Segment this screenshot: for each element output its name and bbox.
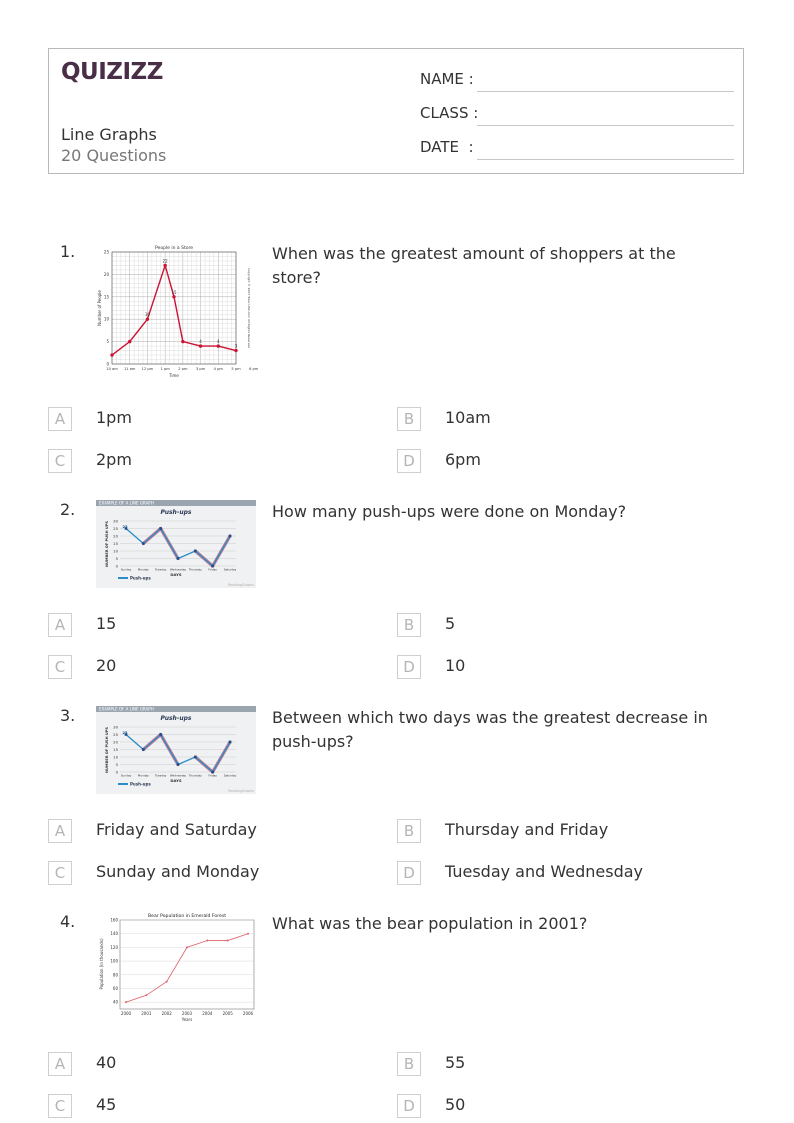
option-text: Thursday and Friday	[445, 820, 609, 839]
question-text: Between which two days was the greatest decrease in push-ups?	[272, 708, 708, 751]
watermark: ReadingGraphs	[228, 789, 254, 793]
x-tick-label: 4 pm	[213, 367, 223, 371]
x-tick-label: 2001	[141, 1011, 152, 1016]
option-text: 10am	[445, 408, 491, 427]
option-text: 50	[445, 1095, 466, 1114]
data-label: 4	[199, 339, 202, 345]
y-tick-label: 80	[112, 972, 118, 978]
date-line[interactable]	[477, 159, 734, 160]
watermark: ReadingGraphs	[228, 583, 254, 587]
y-tick-label: 5	[115, 761, 118, 767]
x-tick-label: Friday	[208, 773, 217, 778]
x-tick-label: 2003	[181, 1011, 193, 1016]
data-point	[125, 1001, 127, 1003]
question-number: 2.	[60, 500, 76, 519]
data-point	[211, 771, 214, 774]
y-tick-label: 20	[103, 271, 109, 277]
x-tick-label: Tuesday	[154, 773, 167, 778]
data-point	[163, 264, 166, 267]
x-tick-label: Tuesday	[154, 567, 167, 572]
data-point	[142, 542, 145, 545]
x-tick-label: 11 am	[124, 367, 136, 371]
option-letter: C	[48, 655, 72, 679]
x-tick-label: 6 pm	[249, 367, 259, 371]
question-number: 1.	[60, 242, 76, 261]
copyright-note: Copyright © 2007 Tutor-USA.com All Rights Reserved	[247, 267, 251, 349]
x-tick-label: Friday	[208, 567, 217, 572]
option-text: 20	[96, 656, 117, 675]
pushups-line-chart	[96, 500, 256, 588]
option-text: 45	[96, 1095, 117, 1114]
option-text: 15	[96, 614, 117, 633]
x-tick-label: 2002	[161, 1011, 172, 1016]
option-letter: D	[397, 1094, 421, 1118]
option-text: Friday and Saturday	[96, 820, 257, 839]
x-tick-label: 2004	[202, 1011, 213, 1016]
y-tick-label: 100	[110, 958, 118, 964]
y-tick-label: 0	[115, 563, 118, 569]
data-point	[217, 344, 220, 347]
question-number: 4.	[60, 912, 76, 931]
option-letter: B	[397, 613, 421, 637]
y-tick-label: 15	[113, 746, 118, 752]
y-tick-label: 60	[112, 985, 118, 991]
question-text: How many push-ups were done on Monday?	[272, 502, 627, 521]
option-text: 1pm	[96, 408, 132, 427]
x-tick-label: Thursday	[188, 773, 202, 778]
pushups-chart-q2	[96, 500, 256, 588]
y-tick-label: 25	[113, 525, 118, 531]
name-label: NAME :	[420, 70, 474, 88]
x-tick-label: 5 pm	[231, 367, 241, 371]
x-tick-label: 2000	[120, 1011, 132, 1016]
y-tick-label: 20	[113, 533, 118, 539]
y-tick-label: 120	[110, 944, 118, 950]
data-point	[234, 349, 237, 352]
y-tick-label: 10	[103, 316, 109, 322]
data-label: 15	[171, 289, 177, 295]
quizizz-logo: QUIZIZZ	[61, 59, 163, 85]
x-axis-label: Time	[169, 373, 179, 378]
y-tick-label: 15	[103, 294, 109, 300]
y-tick-label: 30	[113, 724, 118, 730]
option-letter: D	[397, 861, 421, 885]
pushups-chart-q3	[96, 706, 256, 794]
x-tick-label: Monday	[137, 773, 149, 778]
data-label: 25	[122, 731, 128, 735]
option-letter: A	[48, 613, 72, 637]
option-text: 55	[445, 1053, 466, 1072]
data-label: 10	[144, 312, 150, 318]
x-tick-label: Wednesday	[169, 567, 187, 572]
data-point	[142, 748, 145, 751]
shoppers-chart	[96, 242, 259, 380]
data-point	[229, 535, 232, 538]
x-tick-label: 12 pm	[141, 367, 154, 371]
data-label: 25	[122, 525, 128, 529]
data-point	[159, 733, 162, 736]
data-label: 4	[217, 339, 220, 345]
bear-population-line-chart	[96, 912, 256, 1028]
name-field[interactable]	[420, 66, 734, 92]
data-point	[194, 550, 197, 553]
data-point	[146, 318, 149, 321]
data-point	[177, 763, 180, 766]
option-letter: B	[397, 819, 421, 843]
chart-title: People in a Store	[155, 246, 193, 251]
x-tick-label: 2005	[222, 1011, 233, 1016]
option-letter: A	[48, 819, 72, 843]
legend-label: Push-ups	[130, 575, 151, 581]
class-line[interactable]	[477, 125, 734, 126]
y-tick-label: 25	[113, 731, 118, 737]
data-point	[186, 946, 188, 948]
x-tick-label: 3 pm	[195, 367, 206, 371]
option-letter: C	[48, 861, 72, 885]
plot-frame	[120, 920, 254, 1009]
data-point	[172, 295, 175, 298]
y-tick-label: 160	[110, 917, 118, 923]
y-axis-label: NUMBER OF PUSH UPS	[105, 726, 109, 774]
y-tick-label: 5	[115, 555, 118, 561]
option-text: 10	[445, 656, 466, 675]
x-tick-label: Wednesday	[169, 773, 187, 778]
question-count: 20 Questions	[61, 146, 167, 165]
question-text: When was the greatest amount of shoppers at the store?	[272, 244, 676, 287]
y-tick-label: 0	[106, 361, 109, 367]
class-field[interactable]	[420, 100, 734, 126]
y-axis-label: Population (in thousands)	[99, 938, 104, 990]
option-letter: A	[48, 407, 72, 431]
option-text: 40	[96, 1053, 117, 1072]
date-label: DATE :	[420, 138, 474, 156]
data-point	[199, 344, 202, 347]
x-axis-label: DAYS	[170, 572, 182, 577]
x-tick-label: Sunday	[120, 567, 132, 572]
legend-label: Push-ups	[130, 781, 151, 787]
data-point	[128, 340, 131, 343]
data-point	[166, 981, 168, 983]
y-tick-label: 25	[103, 249, 109, 255]
x-tick-label: 2006	[242, 1011, 254, 1016]
data-label: 22	[162, 258, 168, 264]
x-tick-label: Monday	[137, 567, 149, 572]
y-tick-label: 30	[113, 518, 118, 524]
x-tick-label: 10 am	[106, 367, 118, 371]
shoppers-line-chart	[96, 242, 259, 380]
y-tick-label: 0	[115, 769, 118, 775]
worksheet-header	[48, 48, 744, 174]
question-text: What was the bear population in 2001?	[272, 914, 588, 933]
data-point	[159, 527, 162, 530]
data-point	[177, 557, 180, 560]
x-tick-label: Thursday	[188, 567, 202, 572]
data-point	[181, 340, 184, 343]
option-letter: D	[397, 655, 421, 679]
chart-title: Push-ups	[160, 509, 192, 516]
y-tick-label: 15	[113, 540, 118, 546]
x-tick-label: 2 pm	[178, 367, 188, 371]
question-number: 3.	[60, 706, 76, 725]
chart-title: Push-ups	[160, 715, 192, 722]
x-tick-label: 1 pm	[160, 367, 170, 371]
banner-text: EXAMPLE OF A LINE GRAPH	[99, 500, 154, 506]
option-text: Tuesday and Wednesday	[445, 862, 643, 881]
data-point	[211, 565, 214, 568]
option-text: 5	[445, 614, 456, 633]
option-letter: A	[48, 1052, 72, 1076]
bear-chart	[96, 912, 256, 1028]
data-point	[247, 933, 249, 935]
class-label: CLASS :	[420, 104, 479, 122]
y-axis-label: NUMBER OF PUSH UPS	[105, 520, 109, 568]
banner-text: EXAMPLE OF A LINE GRAPH	[99, 706, 154, 712]
data-point	[145, 994, 147, 996]
x-tick-label: Saturday	[223, 567, 237, 572]
y-tick-label: 20	[113, 739, 118, 745]
option-letter: C	[48, 1094, 72, 1118]
chart-title: Bear Population in Emerald Forest	[147, 914, 227, 919]
y-tick-label: 5	[106, 339, 109, 345]
option-letter: D	[397, 449, 421, 473]
y-tick-label: 140	[110, 931, 118, 937]
name-line[interactable]	[477, 91, 734, 92]
data-point	[110, 353, 113, 356]
option-text: Sunday and Monday	[96, 862, 260, 881]
data-point	[229, 741, 232, 744]
date-field[interactable]	[420, 134, 734, 160]
option-text: 6pm	[445, 450, 481, 469]
data-label: 3	[234, 343, 238, 349]
data-point	[227, 940, 229, 942]
option-letter: B	[397, 1052, 421, 1076]
option-letter: B	[397, 407, 421, 431]
x-axis-label: DAYS	[170, 778, 182, 783]
data-point	[206, 940, 208, 942]
data-point	[194, 756, 197, 759]
y-tick-label: 40	[112, 999, 118, 1005]
option-letter: C	[48, 449, 72, 473]
option-text: 2pm	[96, 450, 132, 469]
x-axis-label: Years	[181, 1017, 193, 1022]
worksheet-title: Line Graphs	[61, 125, 157, 144]
y-tick-label: 10	[113, 548, 118, 554]
y-axis-label: Number of People	[97, 290, 102, 326]
x-tick-label: Sunday	[120, 773, 132, 778]
x-tick-label: Saturday	[223, 773, 237, 778]
y-tick-label: 10	[113, 754, 118, 760]
pushups-line-chart	[96, 706, 256, 794]
